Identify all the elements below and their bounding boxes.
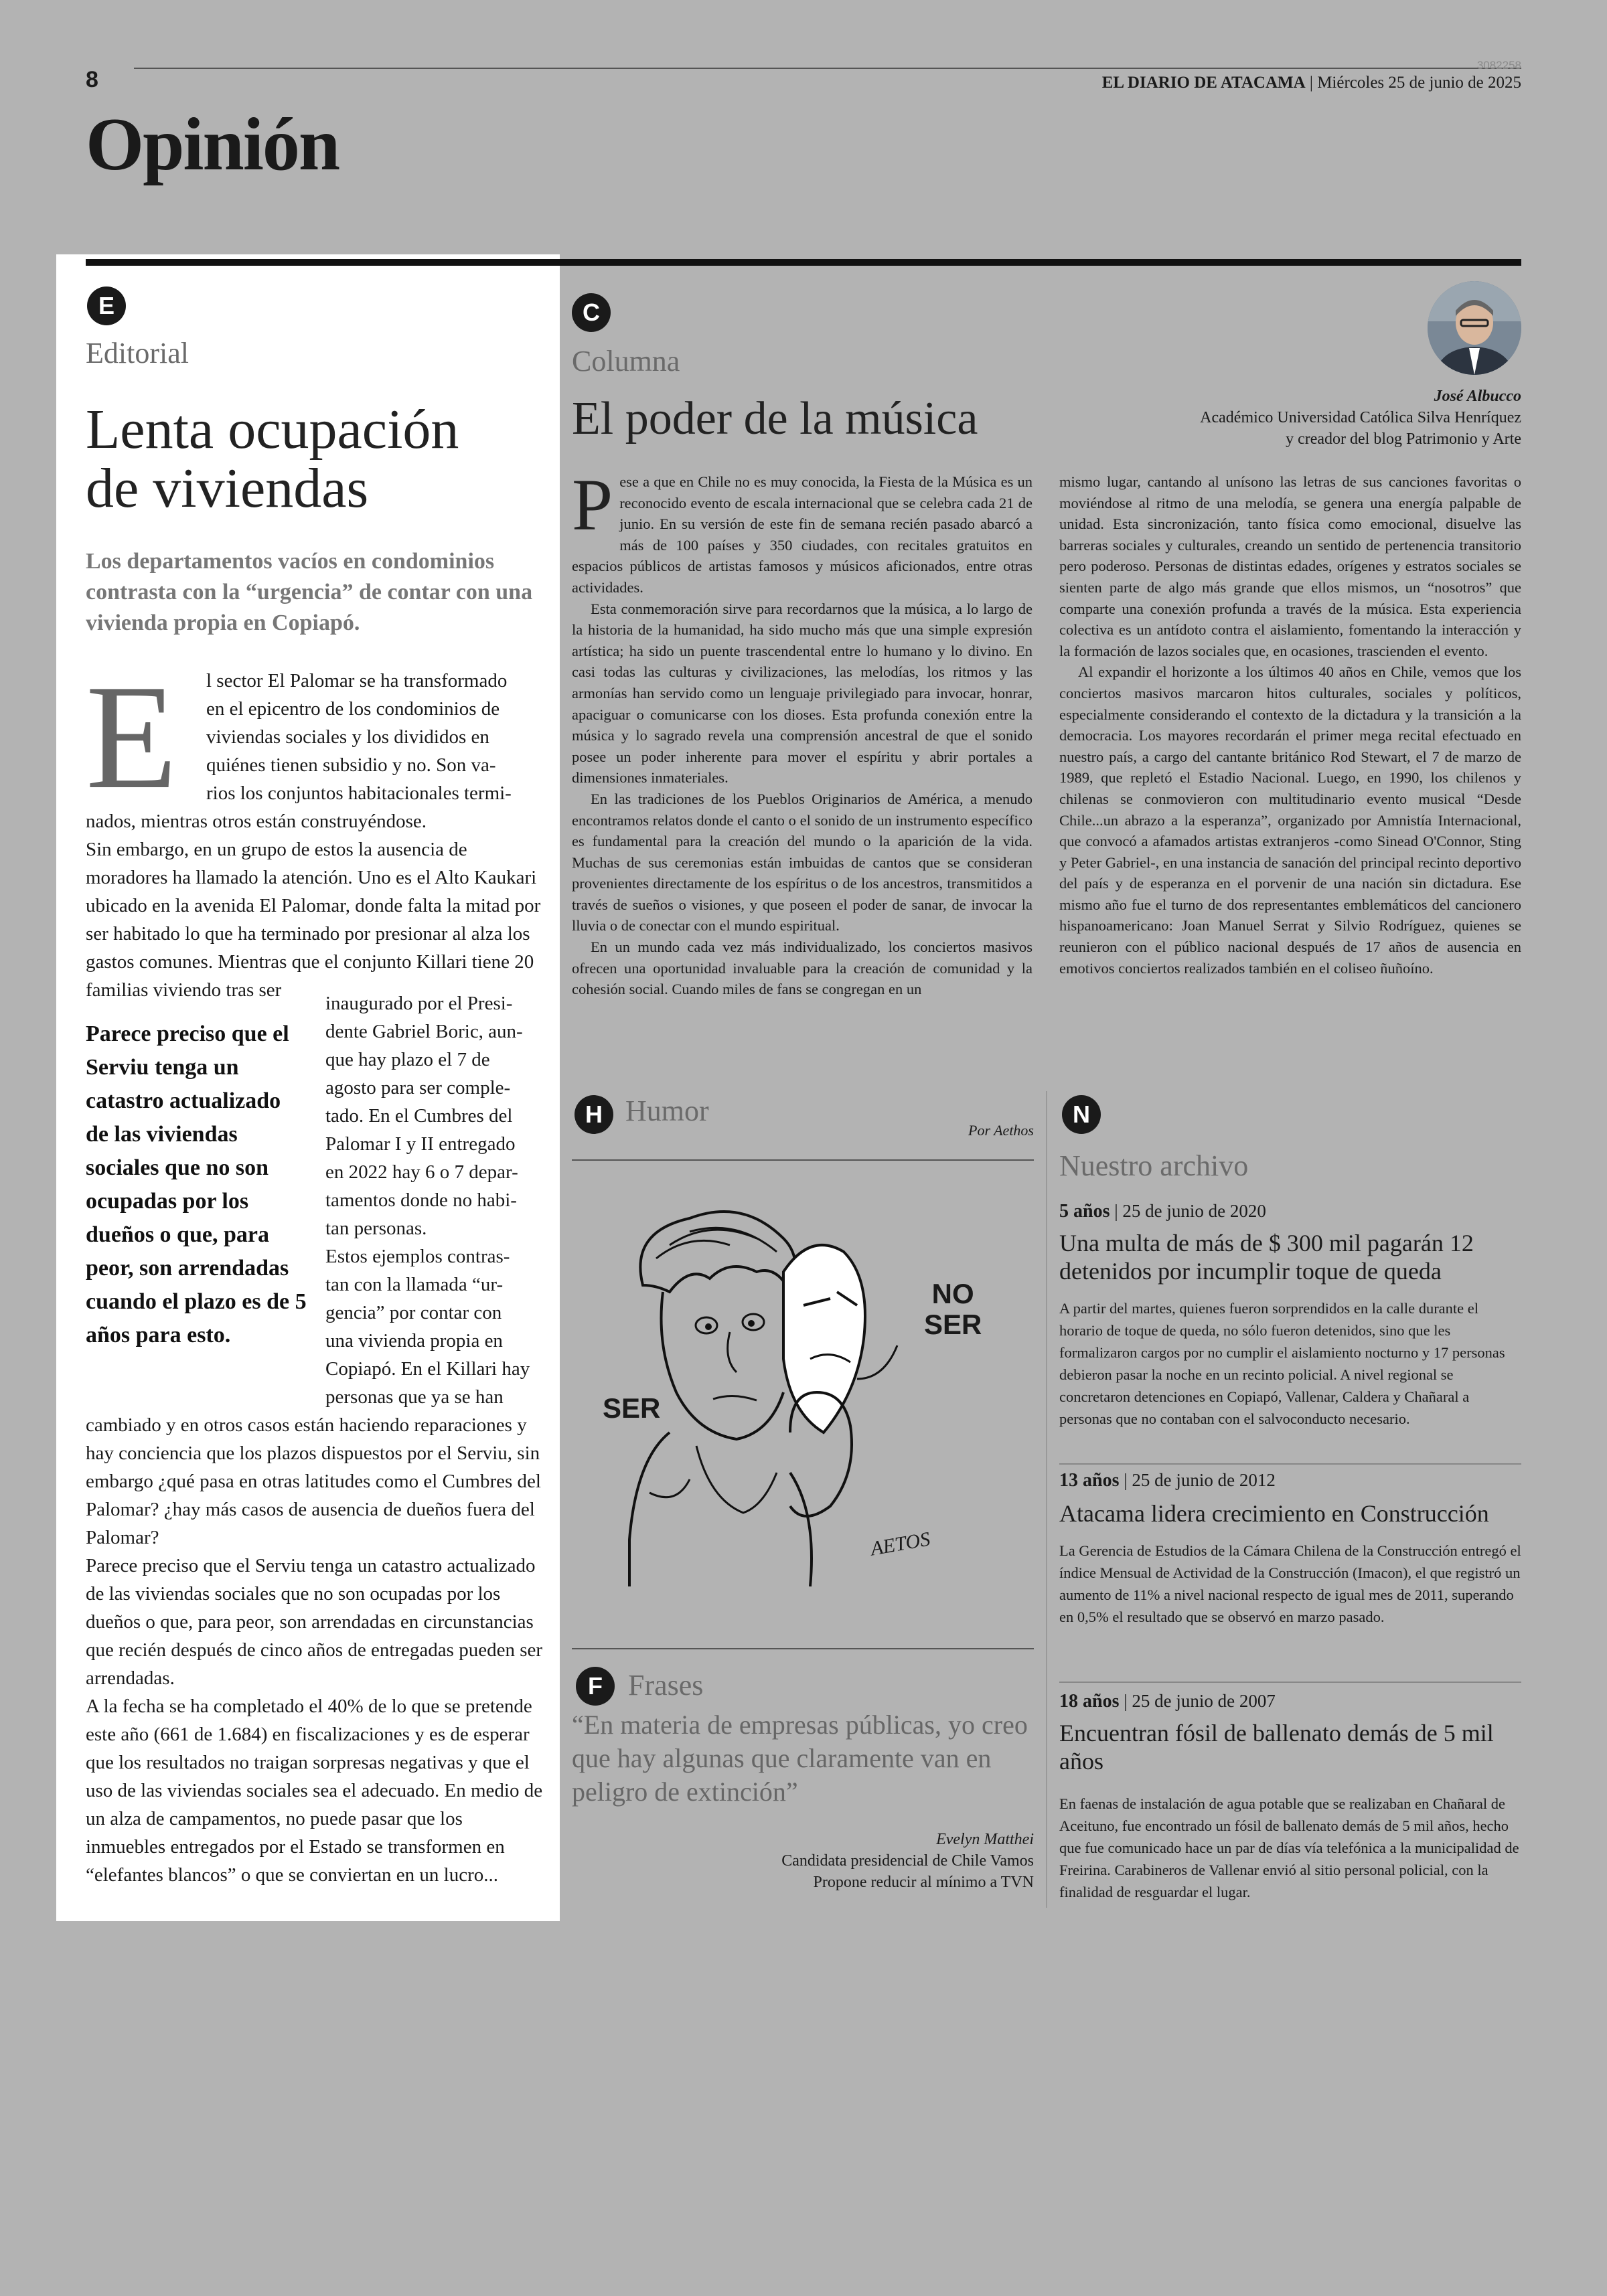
editorial-intro-line: rios los conjuntos habitacionales termi- bbox=[206, 783, 512, 804]
section-rule bbox=[86, 259, 1521, 266]
editorial-paragraph: cambiado y en otros casos están haciendo reparaciones y hay conciencia que los plazos dispuestos por el Serviu, sin embargo ¿qué pasa en otras latitudes como el Cumbres del Palomar? ¿hay más casos de ausencia de dueños fuera del Palomar? bbox=[86, 1414, 541, 1548]
humor-label: Humor bbox=[625, 1094, 709, 1127]
newspaper-name: EL DIARIO DE ATACAMA bbox=[1101, 74, 1306, 92]
column-body-left bbox=[572, 464, 1032, 1000]
narrow-line: en 2022 hay 6 o 7 depar- bbox=[325, 1161, 518, 1183]
frases-rule bbox=[572, 1648, 1034, 1649]
frases-attribution bbox=[572, 1829, 1034, 1893]
humor-cartoon bbox=[589, 1192, 1018, 1593]
narrow-line: una vivienda propia en bbox=[325, 1330, 503, 1351]
archive-body: A partir del martes, quienes fueron sorprendidos en la calle durante el horario de toque de queda, no sólo fueron detenidos, sino que les formalizaron cargos por no cumplir el aislamiento nocturno y 17 personas debieron pasar la noche en un recinto policial. A nivel regional se concretaron detenciones en Copiapó, Vallenar, Caldera y Chañaral a personas que no contaban con el salvoconducto necesario. bbox=[1059, 1300, 1505, 1427]
editorial-title-line: de viviendas bbox=[86, 457, 369, 519]
narrow-line: inaugurado por el Presi- bbox=[325, 993, 513, 1014]
archive-title: Una multa de más de $ 300 mil pagarán 12 detenidos por incumplir toque de queda bbox=[1059, 1230, 1474, 1285]
cartoon-label-left: SER bbox=[603, 1392, 661, 1424]
column-author-role: Académico Universidad Católica Silva Henríquez bbox=[1200, 409, 1521, 426]
cartoon-label-right-line: NO bbox=[931, 1278, 974, 1309]
editorial-narrow-column bbox=[325, 989, 546, 1411]
editorial-paragraph: nados, mientras otros están construyéndose. bbox=[86, 811, 427, 832]
editorial-paragraph: Sin embargo, en un grupo de estos la ausencia de moradores ha llamado la atención. Uno es el Alto Kaukari ubicado en la avenida El Palomar, donde falta la mitad por ser habitado lo que ha terminado por presionar al alza los gastos comunes. Mientras que el conjunto Killari tiene 20 familias viviendo tras ser bbox=[86, 839, 541, 1001]
editorial-intro-line: en el epicentro de los condominios de bbox=[206, 698, 500, 720]
archive-title: Atacama lidera crecimiento en Construcción bbox=[1059, 1500, 1489, 1527]
narrow-line: tamentos donde no habi- bbox=[325, 1190, 517, 1211]
archive-item: 18 años | 25 de junio de 2007 Encuentran fósil de ballenato demás de 5 mil años En faenas de instalación de agua potable que se realizaban en Chañaral de Aceituno, fue encontrado un fósil de ballenato demás de 5 mil años, hecho que fue comunicado hace un par de días vía telefónica a la municipalidad de Freirina. Carabineros de Vallenar envió al sitio personal policial, con la finalidad de resguardar el lugar. bbox=[1059, 1691, 1521, 1903]
editorial-paragraph: Parece preciso que el Serviu tenga un catastro actualizado de las viviendas sociales que no son ocupadas por los dueños o que, para peor, son arrendadas en circunstancias que recién después de cinco años de entregadas pueden ser arrendadas. bbox=[86, 1555, 543, 1689]
column-paragraph: Esta conmemoración sirve para recordarnos que la música, a lo largo de la historia de la humanidad, ha sido mucho más que una simple expresión artística; ha sido un puente trascendental entre lo humano y lo divino. En casi todas las culturas y civilizaciones, las melodías, los ritmos y las armonías han servido como un lenguaje privilegiado para invocar, honrar, apaciguar o comunicarse con los dioses. Esta profunda conexión entre la música y lo sagrado revela una comprensión ancestral de que el sonido posee un poder inherente para mover el espíritu y abrir portales a dimensiones inmateriales. bbox=[572, 600, 1032, 787]
editorial-body bbox=[86, 654, 545, 1004]
archive-item: 5 años | 25 de junio de 2020 Una multa de más de $ 300 mil pagarán 12 detenidos por incumplir toque de queda A partir del martes, quienes fueron sorprendidos en la calle durante el horario de toque de queda, no sólo fueron detenidos, sino que les formalizaron cargos por no cumplir el aislamiento nocturno y 17 personas debieron pasar la noche en un recinto policial. A nivel regional se concretaron detenciones en Copiapó, Vallenar, Caldera y Chañaral a personas que no contaban con el salvoconducto necesario. bbox=[1059, 1201, 1521, 1430]
narrow-line: tan personas. bbox=[325, 1218, 427, 1239]
issue-date: Miércoles 25 de junio de 2025 bbox=[1317, 74, 1521, 92]
editorial-deck: Los departamentos vacíos en condominios contrasta con la “urgencia” de contar con una vivienda propia en Copiapó. bbox=[86, 549, 533, 635]
column-title: El poder de la música bbox=[572, 393, 978, 444]
frases-author: Evelyn Matthei bbox=[936, 1831, 1034, 1848]
archive-divider bbox=[1059, 1463, 1521, 1465]
narrow-line: Palomar I y II entregado bbox=[325, 1133, 516, 1155]
column-label: Columna bbox=[572, 345, 680, 378]
archive-body: En faenas de instalación de agua potable que se realizaban en Chañaral de Aceituno, fue encontrado un fósil de ballenato demás de 5 mil años, hecho que fue comunicado hace un par de días vía telefónica a la municipalidad de Freirina. Carabineros de Vallenar envió al sitio personal policial, con la finalidad de resguardar el lugar. bbox=[1059, 1795, 1519, 1900]
page-number: 8 bbox=[86, 67, 98, 92]
archive-body: La Gerencia de Estudios de la Cámara Chilena de la Construcción entregó el índice Mensual de Actividad de la Construcción (Imacon), el que registró un aumento de 11% a nivel nacional respecto de igual mes de 2011, superando en 0,5% el resultado que se observó en marzo pasado. bbox=[1059, 1542, 1521, 1625]
editorial-title bbox=[86, 400, 541, 518]
archive-date: 25 de junio de 2007 bbox=[1132, 1691, 1276, 1711]
humor-byline: Por Aethos bbox=[968, 1122, 1034, 1139]
narrow-line: dente Gabriel Boric, aun- bbox=[325, 1021, 523, 1042]
frases-badge: F bbox=[576, 1667, 615, 1706]
archive-years: 5 años bbox=[1059, 1201, 1110, 1222]
cartoon-signature: AETOS bbox=[868, 1528, 932, 1560]
lower-column-divider bbox=[1046, 1091, 1047, 1908]
column-author-block bbox=[1200, 386, 1521, 450]
frases-context: Propone reducir al mínimo a TVN bbox=[813, 1874, 1034, 1891]
archive-date: 25 de junio de 2012 bbox=[1132, 1470, 1276, 1490]
humor-badge: H bbox=[575, 1095, 613, 1134]
narrow-line: tado. En el Cumbres del bbox=[325, 1105, 513, 1127]
column-badge: C bbox=[572, 293, 611, 332]
archive-label: Nuestro archivo bbox=[1059, 1149, 1249, 1182]
editorial-intro-line: viviendas sociales y los divididos en bbox=[206, 726, 489, 748]
editorial-body-continued bbox=[86, 1411, 545, 1889]
column-paragraph: Al expandir el horizonte a los últimos 40 años en Chile, vemos que los conciertos masivos marcaron hitos culturales, sociales y políticos, especialmente considerando el contexto de la dictadura y la transición a la democracia. Los mayores recordarán el primer mega recital efectuado en nuestro país, a cargo del cantante británico Rod Stewart, el 7 de marzo de 1989, que repletó el Estadio Nacional. Luego, en 1990, los chilenos y chilenas se conmovieron con multitudinario evento musical “Desde Chile...un abrazo a la esperanza”, organizado por Amnistía Internacional, que convocó a afamados artistas extranjeros -como Sinead O'Connor, Sting y Peter Gabriel-, en una instancia de sanación del principal recinto deportivo del país y de esperanza en el porvenir de una nación sin dictadura. Ese mismo año fue el turno de dos representantes emblemáticos del cancionero hispanoamericano: Joan Manuel Serrat y Silvio Rodríguez, quienes se reunieron con el público nacional después de 17 años de ausencia en emotivos conciertos realizados también en el coliseo ñuñoíno. bbox=[1059, 663, 1521, 977]
editorial-label: Editorial bbox=[86, 337, 189, 370]
archive-years: 13 años bbox=[1059, 1470, 1120, 1491]
editorial-intro-line: quiénes tienen subsidio y no. Son va- bbox=[206, 754, 496, 776]
header-rule bbox=[134, 68, 1521, 69]
editorial-dropcap: E bbox=[86, 654, 177, 820]
column-paragraph: En las tradiciones de los Pueblos Originarios de América, a menudo encontramos relatos donde el canto o el sonido de un instrumento específico es fundamental para la creación del mundo o la aparición de la vida. Muchas de sus ceremonias están imbuidas de cantos que se consideran provenientes directamente de los espíritus o de los ancestros, transmitidos a través de sueños o visiones, y que poseen el poder de sanar, de invocar la lluvia o de conectar con el mundo espiritual. bbox=[572, 790, 1032, 934]
section-title: Opinión bbox=[86, 103, 339, 186]
cartoon-label-right bbox=[924, 1279, 982, 1340]
narrow-line: que hay plazo el 7 de bbox=[325, 1049, 490, 1070]
column-body-right bbox=[1059, 471, 1521, 979]
column-paragraph: ese a que en Chile no es muy conocida, la Fiesta de la Música es un reconocido evento de escala internacional que se celebra cada 21 de junio. En su versión de este fin de semana recién pasado abarcó a más de 100 países y 350 ciudades, con recitales gratuitos en espacios públicos de artistas famosos y músicos aficionados, entre otras actividades. bbox=[572, 473, 1032, 596]
frases-label: Frases bbox=[628, 1669, 704, 1702]
author-portrait-icon bbox=[1428, 281, 1521, 375]
masthead: EL DIARIO DE ATACAMA | Miércoles 25 de junio de 2025 bbox=[1101, 74, 1521, 92]
narrow-line: agosto para ser comple- bbox=[325, 1077, 511, 1098]
archive-divider bbox=[1059, 1682, 1521, 1683]
frases-role: Candidata presidencial de Chile Vamos bbox=[781, 1852, 1034, 1870]
editorial-intro-line: l sector El Palomar se ha transformado bbox=[206, 670, 508, 691]
archive-date: 25 de junio de 2020 bbox=[1122, 1201, 1266, 1221]
editorial-title-line: Lenta ocupación bbox=[86, 398, 459, 461]
archive-item: 13 años | 25 de junio de 2012 Atacama lidera crecimiento en Construcción La Gerencia de Estudios de la Cámara Chilena de la Construcción entregó el índice Mensual de Actividad de la Construcción (Imacon), el que registró un aumento de 11% a nivel nacional respecto de igual mes de 2011, superando en 0,5% el resultado que se observó en marzo pasado. bbox=[1059, 1470, 1521, 1628]
narrow-line: tan con la llamada “ur- bbox=[325, 1274, 504, 1295]
frases-quote: “En materia de empresas públicas, yo creo que hay algunas que claramente van en peligro de extinción” bbox=[572, 1710, 1028, 1807]
author-photo bbox=[1428, 281, 1521, 375]
column-author-role: y creador del blog Patrimonio y Arte bbox=[1286, 430, 1521, 448]
narrow-line: gencia” por contar con bbox=[325, 1302, 502, 1323]
narrow-line: personas que ya se han bbox=[325, 1386, 504, 1408]
editorial-paragraph: A la fecha se ha completado el 40% de lo que se pretende este año (661 de 1.684) en fiscalizaciones y es de esperar que los resultados no traigan sorpresas negativas y que el uso de las viviendas sociales sea el adecuado. En medio de un alza de campamentos, no puede pasar que los inmuebles entregados por el Estado se transformen en “elefantes blancos” o que se conviertan en un lucro... bbox=[86, 1696, 543, 1886]
column-paragraph: En un mundo cada vez más individualizado, los conciertos masivos ofrecen una oportunidad invaluable para la creación de comunidad y la cohesión social. Cuando miles de fans se congregan en un bbox=[572, 938, 1032, 998]
column-dropcap: P bbox=[572, 464, 613, 546]
humor-rule bbox=[572, 1159, 1034, 1161]
archive-years: 18 años bbox=[1059, 1691, 1120, 1712]
column-paragraph: mismo lugar, cantando al unísono las letras de sus canciones favoritas o moviéndose al ritmo de una melodía, se genera una energía palpable de unidad. Esta sincronización, tanto física como emocional, disuelve las barreras sociales y culturales, creando un sentido de pertenencia transitorio pero poderoso. Personas de distintas edades, orígenes y estratos sociales se sienten parte de algo más grande que ellos mismos, un “nosotros” que comparte una conexión profunda a través de la música. Esta experiencia colectiva es un antídoto contra el aislamiento, fomentando la interacción y la formación de lazos sociales que, en ocasiones, trascienden el evento. bbox=[1059, 473, 1521, 659]
narrow-line: Copiapó. En el Killari hay bbox=[325, 1358, 530, 1380]
editorial-pull-quote: Parece preciso que el Serviu tenga un catastro actualizado de las viviendas sociales que no son ocupadas por los dueños o que, para peor, son arrendadas cuando el plazo es de 5 años para esto. bbox=[86, 1021, 307, 1347]
cartoon-label-right-line: SER bbox=[924, 1309, 982, 1340]
archive-badge: N bbox=[1062, 1095, 1101, 1134]
column-author-name: José Albucco bbox=[1434, 388, 1521, 405]
editorial-badge: E bbox=[87, 286, 126, 325]
narrow-line: Estos ejemplos contras- bbox=[325, 1246, 510, 1267]
edition-code: 3082258 bbox=[1476, 59, 1521, 72]
archive-title: Encuentran fósil de ballenato demás de 5 mil años bbox=[1059, 1720, 1494, 1775]
